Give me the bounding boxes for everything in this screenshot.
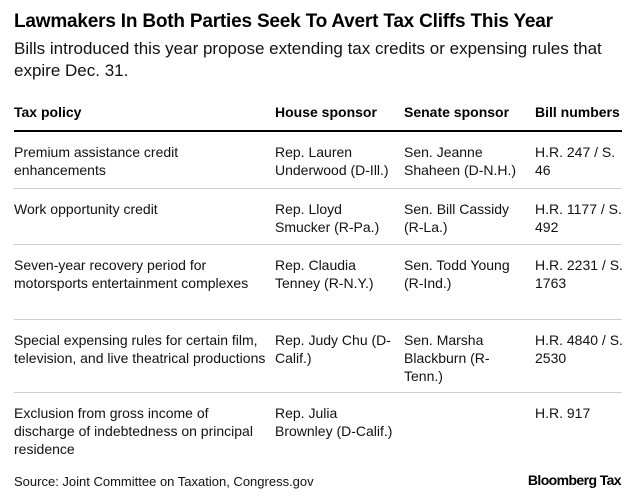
cell-senate-sponsor: Sen. Jeanne Shaheen (D-N.H.): [404, 144, 517, 178]
cell-senate-sponsor: Sen. Marsha Blackburn (R-Tenn.): [404, 332, 490, 384]
cell-bill-numbers: H.R. 1177 / S. 492: [535, 201, 622, 235]
table-row: [14, 320, 622, 393]
cell-bill-numbers: H.R. 247 / S. 46: [535, 144, 616, 178]
cell-tax-policy: Special expensing rules for certain film, television, and live theatrical productions: [14, 332, 266, 366]
header-senate-sponsor: Senate sponsor: [404, 104, 510, 120]
cell-house-sponsor: Rep. Julia Brownley (D-Calif.): [275, 405, 393, 439]
table-row: [14, 132, 622, 189]
table-row: [14, 189, 622, 245]
table-row: [14, 393, 622, 463]
cell-tax-policy: Premium assistance credit enhancements: [14, 144, 179, 178]
sponsors-table: [14, 98, 622, 463]
cell-house-sponsor: Rep. Judy Chu (D-Calif.): [275, 332, 391, 366]
page-subtitle: Bills introduced this year propose extending tax credits or expensing rules that expire Dec. 31.: [14, 39, 602, 80]
header-bill-numbers: Bill numbers: [535, 104, 620, 120]
cell-house-sponsor: Rep. Claudia Tenney (R-N.Y.): [275, 257, 374, 291]
cell-house-sponsor: Rep. Lloyd Smucker (R-Pa.): [275, 201, 380, 235]
cell-senate-sponsor: Sen. Todd Young (R-Ind.): [404, 257, 510, 291]
header-tax-policy: Tax policy: [14, 104, 82, 120]
source-note: Source: Joint Committee on Taxation, Congress.gov: [14, 474, 314, 489]
table-row: [14, 245, 622, 320]
cell-bill-numbers: H.R. 917: [535, 405, 591, 421]
cell-bill-numbers: H.R. 2231 / S. 1763: [535, 257, 623, 291]
cell-senate-sponsor: Sen. Bill Cassidy (R-La.): [404, 201, 510, 235]
cell-tax-policy: Work opportunity credit: [14, 201, 158, 217]
cell-bill-numbers: H.R. 4840 / S. 2530: [535, 332, 623, 366]
cell-tax-policy: Exclusion from gross income of discharge of indebtedness on principal residence: [14, 405, 253, 457]
header-house-sponsor: House sponsor: [275, 104, 377, 120]
table-header: [14, 98, 622, 132]
brand-logo: Bloomberg Tax: [527, 472, 621, 488]
page-title: Lawmakers In Both Parties Seek To Avert Tax Cliffs This Year: [14, 11, 553, 32]
cell-house-sponsor: Rep. Lauren Underwood (D-Ill.): [275, 144, 389, 178]
cell-tax-policy: Seven-year recovery period for motorsports entertainment complexes: [14, 257, 249, 291]
